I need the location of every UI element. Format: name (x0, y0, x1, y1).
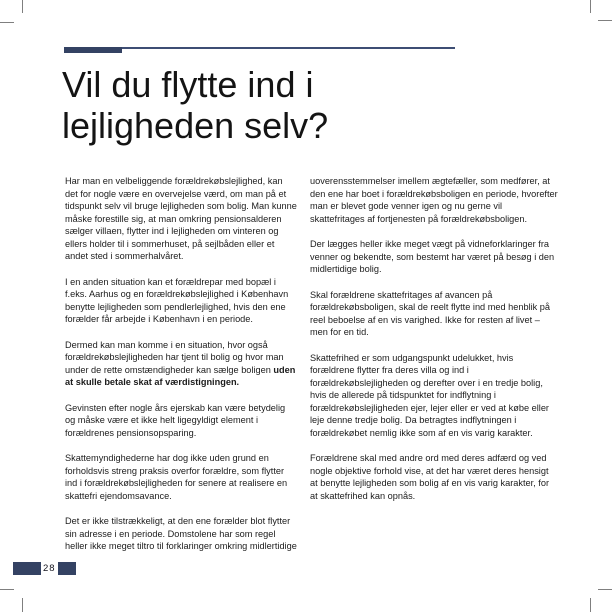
page-title-line-1: Vil du flytte ind i (62, 64, 314, 105)
crop-mark-bottom-left-horizontal (0, 589, 14, 590)
text-column-left (65, 175, 297, 566)
page-number-footer (13, 562, 76, 575)
crop-mark-bottom-right-horizontal (598, 589, 612, 590)
paragraph: Skattemyndighederne har dog ikke uden grund en forholdsvis streng praksis overfor forældre, som flytter ind i forældrekøbslejligheden for senere at realisere en skattefri ejendomsavance. (65, 453, 288, 501)
paragraph: Der lægges heller ikke meget vægt på vidneforklaringer fra venner og bekendte, som bestemt har været på besøg i den midlertidige bolig. (310, 239, 555, 274)
page-number: 28 (43, 563, 56, 574)
title-rule-thin (122, 47, 455, 49)
crop-mark-top-right-horizontal (598, 20, 612, 21)
paragraph: Gevinsten efter nogle års ejerskab kan være betydelig og måske være et ikke helt ligegyldigt element i forældrenes pensionsopsparing. (65, 402, 286, 438)
footer-bar-left (13, 562, 41, 575)
paragraph: Forældrene skal med andre ord med deres adfærd og ved nogle objektive forhold vise, at det har været deres hensigt at benytte lejligheden som bolig af en vis varig karakter, for at skattefrihed kan opnås. (310, 453, 550, 501)
crop-mark-top-left-vertical (22, 0, 23, 13)
paragraph: uoverensstemmelser imellem ægtefæller, som medfører, at den ene har boet i forældrekøbsboligen en periode, hvorefter man er blevet gode venner igen og nu gerne vil skattefritages af fortjenesten på forældrekøbsboligen. (310, 176, 558, 224)
crop-mark-bottom-right-vertical (590, 598, 591, 612)
body-columns (65, 175, 558, 566)
crop-mark-bottom-left-vertical (22, 598, 23, 612)
paragraph: Det er ikke tilstrækkeligt, at den ene forælder blot flytter sin adresse i en periode. Domstolene har som regel heller ikke meget tiltro til forklaringer omkring midlertidige (65, 516, 297, 551)
text-column-right (310, 175, 558, 566)
page-title-line-2: lejligheden selv? (62, 105, 329, 146)
page-title (62, 64, 492, 146)
paragraph: Skal forældrene skattefritages af avancen på forældrekøbsboligen, skal de reelt flytte ind med henblik på reel beboelse af en vis varighed. Ikke for resten af livet – men for en tid. (310, 289, 551, 337)
paragraph-bold-text: uden at skulle betale skat af værdistigningen. (65, 364, 296, 387)
paragraph: Dermed kan man komme i en situation, hvor også forældrekøbslejligheden har tjent til bolig og hvor man under de rette omstændigheder kan sælge boligen uden at skulle betale skat af værdistigningen. (65, 339, 296, 387)
title-rule-thick (64, 47, 122, 53)
paragraph: Har man en velbeliggende forældrekøbslejlighed, kan det for nogle være en overvejelse værd, om man på et tidspunkt selv vil bruge lejligheden som bolig. Man kunne måske forestille sig, at man omkring pensionsalderen sælger villaen, flytter ind i lejligheden om vinteren og ellers holder til i sommerhuset, på sejlbåden eller et andet sted i sommerhalvåret. (65, 176, 297, 261)
paragraph: I en anden situation kan et forældrepar med bopæl i f.eks. Aarhus og en forældrekøbslejlighed i København benytte lejligheden som pendlerlejlighed, hvis den ene forælder får arbejde i København i en periode. (65, 276, 289, 324)
crop-mark-top-right-vertical (590, 0, 591, 13)
crop-mark-top-left-horizontal (0, 22, 14, 23)
footer-bar-right (58, 562, 76, 575)
paragraph: Skattefrihed er som udgangspunkt udelukket, hvis forældrene flytter fra deres villa og ind i forældrekøbslejligheden og derefter over i en tredje bolig, hvis de allerede på tidspunktet for indflytning i forældrekøbslejligheden ejer, lejer eller er ved at købe eller leje denne tredje bolig. Da betragtes indflytningen i forældrekøbet nemlig ikke som af en vis varig karakter. (310, 352, 549, 438)
